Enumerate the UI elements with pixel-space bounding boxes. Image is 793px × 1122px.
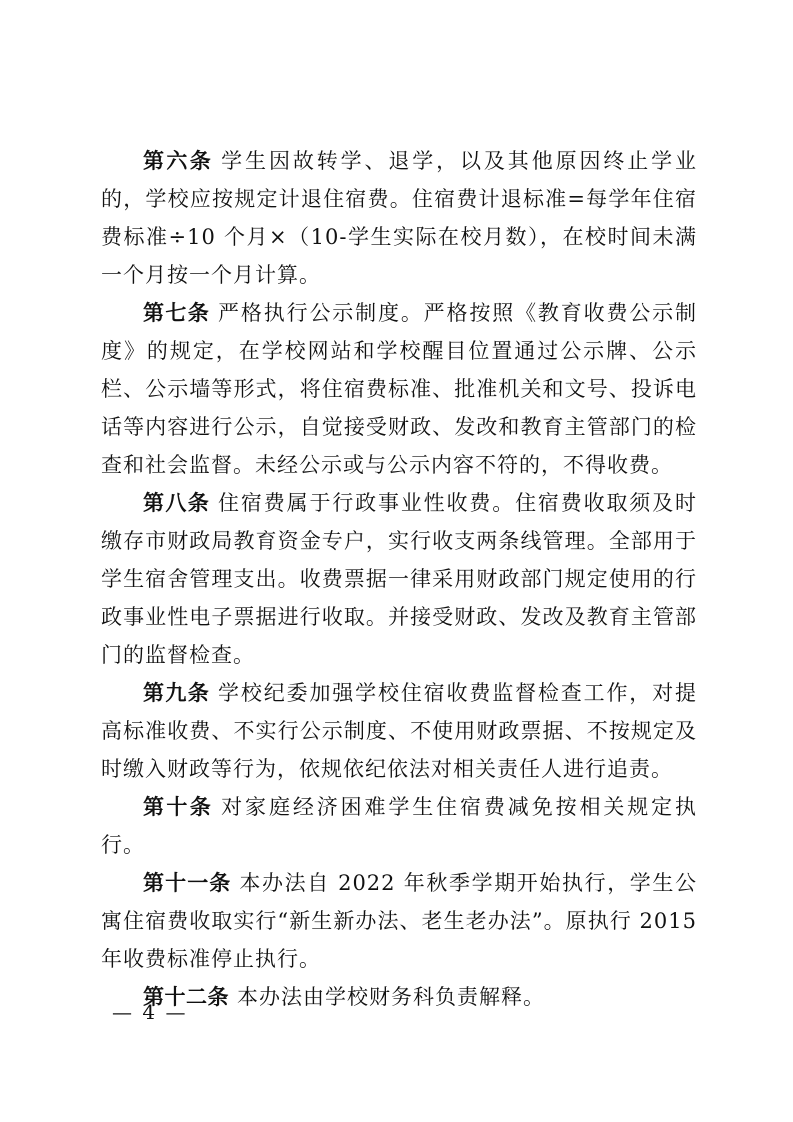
- page-number: — 4 —: [112, 1000, 188, 1024]
- article-heading: 第八条: [143, 491, 211, 515]
- article-heading: 第七条: [143, 301, 211, 325]
- article-heading: 第六条: [143, 149, 214, 173]
- article-7: [101, 294, 697, 484]
- article-6: [101, 142, 697, 294]
- article-text: 住宿费属于行政事业性收费。住宿费收取须及时缴存市财政局教育资金专户，实行收支两条线管理。全部用于学生宿舍管理支出。收费票据一律采用财政部门规定使用的行政事业性电子票据进行收取。并接受财政、发改及教育主管部门的监督检查。: [101, 491, 698, 667]
- article-12: [101, 978, 697, 1016]
- article-10: [101, 788, 697, 864]
- article-heading: 第九条: [143, 681, 211, 705]
- document-body: [101, 142, 697, 1016]
- article-text: 对家庭经济困难学生住宿费减免按相关规定执行。: [101, 795, 698, 857]
- article-9: [101, 674, 697, 788]
- article-heading: 第十二条: [143, 985, 229, 1009]
- article-text: 本办法由学校财务科负责解释。: [237, 985, 545, 1009]
- article-text: 学校纪委加强学校住宿收费监督检查工作，对提高标准收费、不实行公示制度、不使用财政票据、不按规定及时缴入财政等行为，依规依纪依法对相关责任人进行追责。: [101, 681, 698, 781]
- article-text: 学生因故转学、退学，以及其他原因终止学业的，学校应按规定计退住宿费。住宿费计退标准=每学年住宿费标准÷10 个月×（10-学生实际在校月数），在校时间未满一个月按一个月计算。: [101, 149, 698, 287]
- article-heading: 第十条: [143, 795, 214, 819]
- article-text: 严格执行公示制度。严格按照《教育收费公示制度》的规定，在学校网站和学校醒目位置通过公示牌、公示栏、公示墙等形式，将住宿费标准、批准机关和文号、投诉电话等内容进行公示，自觉接受财政、发改和教育主管部门的检查和社会监督。未经公示或与公示内容不符的，不得收费。: [101, 301, 698, 477]
- article-text: 本办法自 2022 年秋季学期开始执行，学生公寓住宿费收取实行“新生新办法、老生老办法”。原执行 2015 年收费标准停止执行。: [101, 871, 698, 971]
- article-heading: 第十一条: [143, 871, 232, 895]
- article-8: [101, 484, 697, 674]
- article-11: [101, 864, 697, 978]
